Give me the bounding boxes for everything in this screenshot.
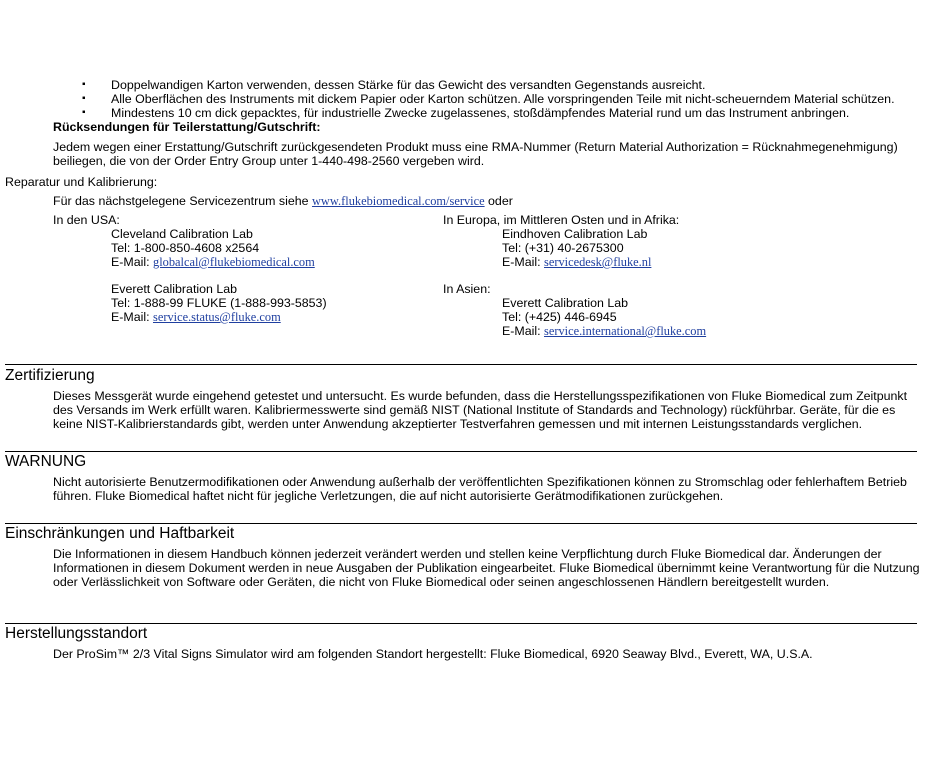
asia-lab-block (502, 296, 706, 338)
list-item (82, 92, 942, 106)
email-label: E-Mail: (502, 255, 544, 269)
email-link[interactable]: globalcal@flukebiomedical.com (153, 255, 315, 269)
asia-label: In Asien: (443, 282, 491, 296)
email-label: E-Mail: (111, 310, 153, 324)
bullet-square-icon: ▪ (82, 93, 86, 104)
certification-heading: Zertifizierung (5, 367, 95, 384)
intro-text: Für das nächstgelegene Servicezentrum siehe (53, 194, 312, 208)
repair-heading: Reparatur und Kalibrierung: (5, 175, 158, 189)
email-label: E-Mail: (111, 255, 153, 269)
lab-tel: Tel: 1-800-850-4608 x2564 (111, 241, 260, 255)
eindhoven-lab-block (502, 227, 651, 269)
bullet-text: Alle Oberflächen des Instruments mit dickem Papier oder Karton schützen. Alle vorspringenden Teile mit nicht-scheuerndem Material schützen. (111, 92, 895, 106)
bullet-square-icon: ▪ (82, 107, 86, 118)
bullet-text: Mindestens 10 cm dick gepacktes, für industrielle Zwecke zugelassenes, stoßdämpfendes Material rund um das Instrument anbringen. (111, 106, 850, 120)
lab-name: Everett Calibration Lab (502, 296, 629, 310)
manufacturing-text: Der ProSim™ 2/3 Vital Signs Simulator wird am folgenden Standort hergestellt: Fluke Biomedical, 6920 Seaway Blvd., Everett, WA, U.S.A. (53, 647, 813, 661)
section-divider (5, 523, 917, 524)
lab-tel: Tel: 1-888-99 FLUKE (1-888-993-5853) (111, 296, 327, 310)
service-center-intro (53, 194, 513, 208)
refund-heading: Rücksendungen für Teilerstattung/Gutschrift: (53, 120, 321, 134)
warning-heading: WARNUNG (5, 453, 87, 470)
section-divider (5, 451, 917, 452)
manufacturing-heading: Herstellungsstandort (5, 625, 148, 642)
bullet-square-icon: ▪ (82, 79, 86, 90)
lab-name: Eindhoven Calibration Lab (502, 227, 648, 241)
lab-tel: Tel: (+31) 40-2675300 (502, 241, 624, 255)
bullet-text: Doppelwandigen Karton verwenden, dessen Stärke für das Gewicht des versandten Gegenstands ausreicht. (111, 78, 706, 92)
lab-email-row (502, 255, 651, 269)
lab-name: Everett Calibration Lab (111, 282, 238, 296)
certification-text: Dieses Messgerät wurde eingehend getestet und untersucht. Es wurde befunden, dass die Herstellungsspezifikationen von Fluke Biomedical zum Zeitpunkt des Versands im Werk erfüllt waren. Kalibriermesswerte sind gemäß NIST (National Institute of Standards and Technology) rückführbar. Geräte, für die es keine NIST-Kalibrierstandards gibt, werden unter Anwendung akzeptierter Testverfahren gemessen und mit internen Leistungsstandards verglichen. (53, 389, 908, 431)
email-link[interactable]: servicedesk@fluke.nl (544, 255, 652, 269)
europe-label: In Europa, im Mittleren Osten und in Afrika: (443, 213, 680, 227)
email-link[interactable]: service.international@fluke.com (544, 324, 707, 338)
lab-tel: Tel: (+425) 446-6945 (502, 310, 617, 324)
service-link[interactable]: www.flukebiomedical.com/service (311, 194, 485, 208)
section-divider (5, 364, 917, 365)
lab-email-row (111, 310, 327, 324)
everett-lab-block (111, 282, 327, 324)
email-label: E-Mail: (502, 324, 544, 338)
cleveland-lab-block (111, 227, 315, 269)
packing-bullet-list (82, 78, 942, 120)
lab-email-row (502, 324, 706, 338)
warning-text: Nicht autorisierte Benutzermodifikationen oder Anwendung außerhalb der veröffentlichten Spezifikationen können zu Stromschlag oder fehlerhaftem Betrieb führen. Fluke Biomedical haftet nicht für jegliche Verletzungen, die auf nicht autorisierte Gerätmodifikationen zurückgehen. (53, 475, 907, 503)
section-divider (5, 623, 917, 624)
list-item (82, 106, 942, 120)
refund-text: Jedem wegen einer Erstattung/Gutschrift zurückgesendeten Produkt muss eine RMA-Nummer (Return Material Authorization = Rücknahmegenehmigung) beiliegen, die von der Order Entry Group unter 1-440-498-2560 vergeben wird. (53, 140, 898, 168)
email-link[interactable]: service.status@fluke.com (153, 310, 281, 324)
limitations-heading: Einschränkungen und Haftbarkeit (5, 525, 235, 542)
usa-label: In den USA: (53, 213, 120, 227)
limitations-text: Die Informationen in diesem Handbuch können jederzeit verändert werden und stellen keine Verpflichtung durch Fluke Biomedical dar. Änderungen der Informationen in diesem Dokument werden in neue Ausgaben der Publikation eingearbeitet. Fluke Biomedical übernimmt keine Verantwortung für die Nutzung oder Verlässlichkeit von Software oder Geräten, die nicht von Fluke Biomedical oder seinen angeschlossenen Händlern bereitgestellt wurden. (53, 547, 920, 589)
lab-name: Cleveland Calibration Lab (111, 227, 253, 241)
intro-suffix: oder (484, 194, 513, 208)
lab-email-row (111, 255, 315, 269)
list-item (82, 78, 942, 92)
